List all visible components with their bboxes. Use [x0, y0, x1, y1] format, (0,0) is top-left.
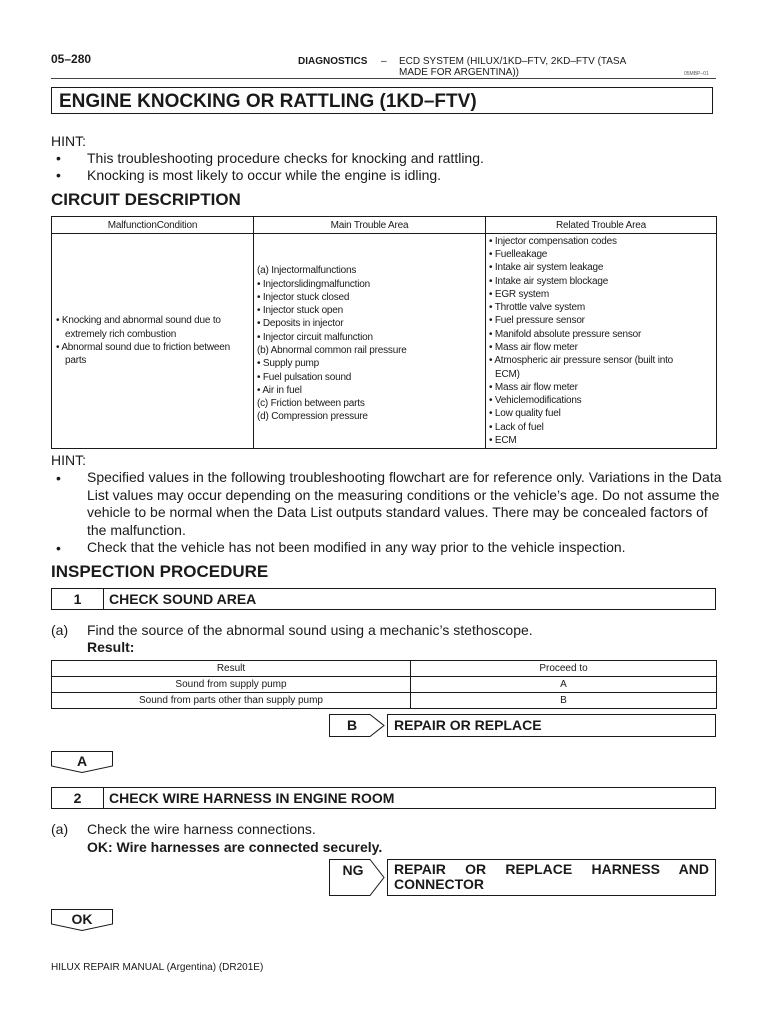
condition-line: • Abnormal sound due to friction between [56, 342, 230, 353]
branch-a-arrow [51, 751, 113, 773]
hint-label: HINT: [51, 133, 86, 149]
col-header: Result [52, 661, 411, 677]
header-dash: – [381, 56, 387, 67]
area-line: • Mass air flow meter [489, 342, 578, 353]
hint-label: HINT: [51, 452, 86, 468]
branch-ok-arrow [51, 909, 113, 931]
bullet-icon: • [56, 540, 61, 556]
instruction-label: (a) [51, 622, 69, 638]
page-title: ENGINE KNOCKING OR RATTLING (1KD–FTV) [59, 91, 477, 112]
area-line: • Atmospheric air pressure sensor (built into [489, 355, 674, 367]
area-line: • Air in fuel [257, 384, 302, 396]
area-line: (d) Compression pressure [257, 411, 368, 423]
step-1-header [51, 588, 716, 610]
col-header: Main Trouble Area [254, 217, 486, 234]
col-header: Related Trouble Area [486, 217, 717, 234]
step-2-header [51, 787, 716, 809]
area-line: • Fuel pressure sensor [489, 315, 585, 327]
ok-criteria: OK: Wire harnesses are connected securely. [87, 839, 383, 855]
area-line: • Injector stuck closed [257, 291, 350, 303]
area-line: • Intake air system leakage [489, 262, 604, 274]
inspection-heading: INSPECTION PROCEDURE [51, 562, 269, 581]
hint-item: Knocking is most likely to occur while the engine is idling. [87, 167, 442, 183]
result-cell: Sound from supply pump [52, 677, 411, 693]
step-number: 2 [52, 788, 104, 808]
branch-label: A [76, 753, 88, 769]
area-line: • Injector compensation codes [489, 235, 617, 247]
malfunction-conditions [52, 234, 254, 449]
title-box [51, 87, 713, 114]
hint-item: Check that the vehicle has not been modified in any way prior to the vehicle inspection. [87, 539, 626, 555]
circuit-heading: CIRCUIT DESCRIPTION [51, 190, 241, 209]
area-line: • Fuel pulsation sound [257, 371, 352, 383]
area-line: (a) Injectormalfunctions [257, 265, 357, 277]
hint-item: This troubleshooting procedure checks for knocking and rattling. [87, 150, 484, 166]
area-line: • Vehiclemodifications [489, 395, 582, 407]
instruction-text: Find the source of the abnormal sound using a mechanic’s stethoscope. [87, 622, 533, 638]
hint-item: Specified values in the following troubleshooting flowchart are for reference only. Variations in the Data List values may occur depending on the measuring conditions or the vehicle’s age. Do not assume the vehicle to be normal when the Data List outputs standard values. There may be concealed factors of the malfunction. [87, 469, 722, 538]
proceed-cell: A [411, 677, 717, 693]
bullet-icon: • [56, 470, 61, 486]
branch-label: B [346, 717, 358, 733]
step-title: CHECK SOUND AREA [109, 591, 257, 607]
area-line: • ECM [489, 435, 517, 447]
instruction-text: Check the wire harness connections. [87, 821, 316, 837]
area-line: • Intake air system blockage [489, 275, 609, 287]
doc-code: 05MBP–01 [684, 71, 709, 77]
bullet-icon: • [56, 150, 61, 166]
area-line: • Injector circuit malfunction [257, 331, 373, 343]
area-line: • Manifold absolute pressure sensor [489, 328, 642, 340]
step-title: CHECK WIRE HARNESS IN ENGINE ROOM [109, 790, 395, 806]
branch-b-action: REPAIR OR REPLACE [387, 714, 716, 737]
area-line: • Lack of fuel [489, 421, 544, 433]
area-line: • Injectorslidingmalfunction [257, 278, 370, 290]
area-line: • Throttle valve system [489, 302, 585, 314]
header-divider [51, 78, 716, 79]
area-line: • Fuelleakage [489, 248, 548, 260]
footer: HILUX REPAIR MANUAL (Argentina) (DR201E) [51, 962, 264, 973]
instruction-label: (a) [51, 821, 69, 837]
condition-line: extremely rich combustion [65, 328, 177, 340]
col-header: MalfunctionCondition [52, 217, 254, 234]
area-line: (c) Friction between parts [257, 398, 365, 410]
proceed-cell: B [411, 693, 717, 709]
area-line: • Low quality fuel [489, 408, 561, 420]
area-line: • Mass air flow meter [489, 381, 578, 393]
system-label: ECD SYSTEM (HILUX/1KD–FTV, 2KD–FTV (TASA MADE FOR ARGENTINA)) [399, 56, 626, 78]
branch-b-arrow [329, 714, 385, 737]
area-line: • Deposits in injector [257, 318, 344, 330]
branch-label: NG [342, 862, 364, 878]
section-label: DIAGNOSTICS [298, 56, 368, 67]
table-row [52, 693, 717, 709]
table-row [52, 677, 717, 693]
circuit-table [51, 216, 717, 449]
result-cell: Sound from parts other than supply pump [52, 693, 411, 709]
page-number: 05–280 [51, 52, 92, 66]
step-number: 1 [52, 589, 104, 609]
area-line: • EGR system [489, 288, 549, 300]
related-trouble-areas [486, 234, 717, 449]
branch-ng-action: REPAIR OR REPLACE HARNESS AND CONNECTOR [387, 859, 716, 896]
area-line: (b) Abnormal common rail pressure [257, 345, 407, 356]
condition-line: parts [65, 355, 87, 367]
area-line: ECM) [495, 368, 520, 380]
main-trouble-areas [254, 234, 486, 449]
col-header: Proceed to [411, 661, 717, 677]
area-line: • Injector stuck open [257, 305, 344, 317]
area-line: • Supply pump [257, 358, 320, 370]
condition-line: • Knocking and abnormal sound due to [56, 315, 221, 327]
bullet-icon: • [56, 167, 61, 183]
result-label: Result: [87, 639, 135, 655]
branch-ng-arrow [329, 859, 385, 896]
branch-label: OK [71, 911, 93, 927]
result-table [51, 660, 717, 709]
